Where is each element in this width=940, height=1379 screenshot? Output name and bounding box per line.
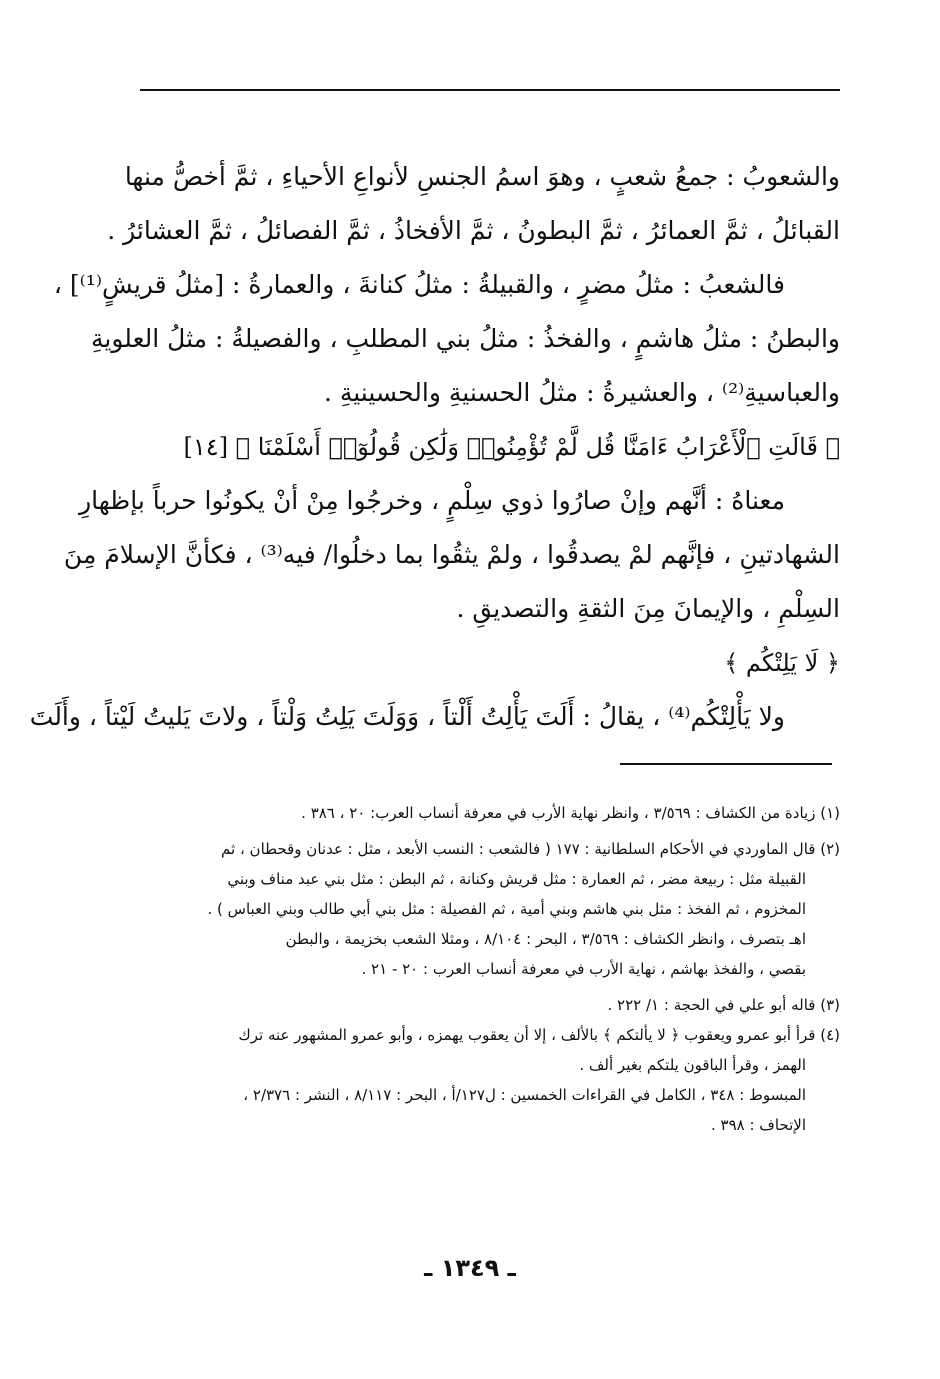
text-line: والعباسيةِ⁽²⁾ ، والعشيرةُ : مثلُ الحسنيةِ والحسينيةِ . (323, 378, 840, 407)
footnote-4-cont: الهمز ، وقرأ الباقون يلتكم بغير ألف . (579, 1056, 806, 1074)
text-line: القبائلُ ، ثمَّ العمائرُ ، ثمَّ البطونُ ، ثمَّ الأفخاذُ ، ثمَّ الفصائلُ ، ثمَّ العشائرُ . (107, 216, 840, 245)
text-line: معناهُ : أنَّهم وإنْ صارُوا ذوي سِلْمٍ ، وخرجُوا مِنْ أنْ يكونُوا حرباً بإظهارِ (79, 486, 785, 515)
text-line: فالشعبُ : مثلُ مضرٍ ، والقبيلةُ : مثلُ كنانةَ ، والعمارةُ : [مثلُ قريشٍ⁽¹⁾] ، (53, 270, 785, 299)
text-line: والشعوبُ : جمعُ شعبٍ ، وهوَ اسمُ الجنسِ لأنواعِ الأحياءِ ، ثمَّ أخصُّ منها (124, 162, 840, 191)
footnote-4-cont: الإتحاف : ٣٩٨ . (710, 1116, 806, 1134)
footnote-2-cont: اهـ بتصرف ، وانظر الكشاف : ٣/٥٦٩ ، البحر : ٨/١٠٤ ، ومثلا الشعب بخزيمة ، والبطن (285, 930, 806, 948)
footnote-3: (٣) قاله أبو علي في الحجة : ١/ ٢٢٢ . (607, 996, 840, 1014)
footnote-2: (٢) قال الماوردي في الأحكام السلطانية : ١٧٧ ( فالشعب : النسب الأبعد ، مثل : عدنان وقحطان ، ثم (221, 840, 840, 858)
footnote-4: (٤) قرأ أبو عمرو ويعقوب ﴿ لا يألتكم ﴾ بالألف ، إلا أن يعقوب يهمزه ، وأبو عمرو المشهور عنه ترك (238, 1026, 840, 1044)
footnote-2-cont: بقصي ، والفخذ بهاشم ، نهاية الأرب في معرفة أنساب العرب : ٢٠ - ٢١ . (361, 960, 806, 978)
footnote-2-cont: المخزوم ، ثم الفخذ : مثل بني هاشم وبني أمية ، ثم الفصيلة : مثل بني أبي طالب وبني العباس ) . (207, 900, 806, 918)
footnote-rule (620, 763, 832, 765)
main-text (29, 150, 840, 744)
quran-verse: ﴿ لَا يَلِتْكُم ﴾ (724, 649, 840, 677)
quran-verse: ﴿ قَالَتِ ٱلْأَعْرَابُ ءَامَنَّا قُل لَّمْ تُؤْمِنُوا۟ وَلَٰكِن قُولُوٓا۟ أَسْلَمْنَا ﴾ [١٤] (183, 433, 840, 461)
footnote-1: (١) زيادة من الكشاف : ٣/٥٦٩ ، وانظر نهاية الأرب في معرفة أنساب العرب: ٢٠ ، ٣٨٦ . (301, 804, 840, 822)
top-rule (140, 89, 840, 91)
footnote-2-cont: القبيلة مثل : ربيعة مضر ، ثم العمارة : مثل قريش وكنانة ، ثم البطن : مثل بني عبد مناف وبني (227, 870, 806, 888)
text-line: السِلْمِ ، والإيمانَ مِنَ الثقةِ والتصديقِ . (456, 594, 840, 623)
text-line: الشهادتينِ ، فإنَّهم لمْ يصدقُوا ، ولمْ يثقُوا بما دخلُوا/ فيه⁽³⁾ ، فكأنَّ الإسلامَ مِنَ (63, 540, 840, 569)
page-number: ـ ١٣٤٩ ـ (424, 1254, 516, 1282)
text-line: ولا يَأْلِتْكُم⁽⁴⁾ ، يقالُ : أَلَتَ يَأْلِتُ أَلْتاً ، وَوَلَتَ يَلِتُ وَلْتاً ، ولاتَ يَليتُ لَيْتاً ، وأَلَتَ (29, 702, 785, 731)
text-line: والبطنُ : مثلُ هاشمٍ ، والفخذُ : مثلُ بني المطلبِ ، والفصيلةُ : مثلُ العلويةِ (91, 324, 840, 353)
footnotes (120, 798, 840, 1140)
footnote-4-cont: المبسوط : ٣٤٨ ، الكامل في القراءات الخمسين : ل١٢٧/أ ، البحر : ٨/١١٧ ، النشر : ٢/٣٧٦ ، (243, 1086, 806, 1104)
